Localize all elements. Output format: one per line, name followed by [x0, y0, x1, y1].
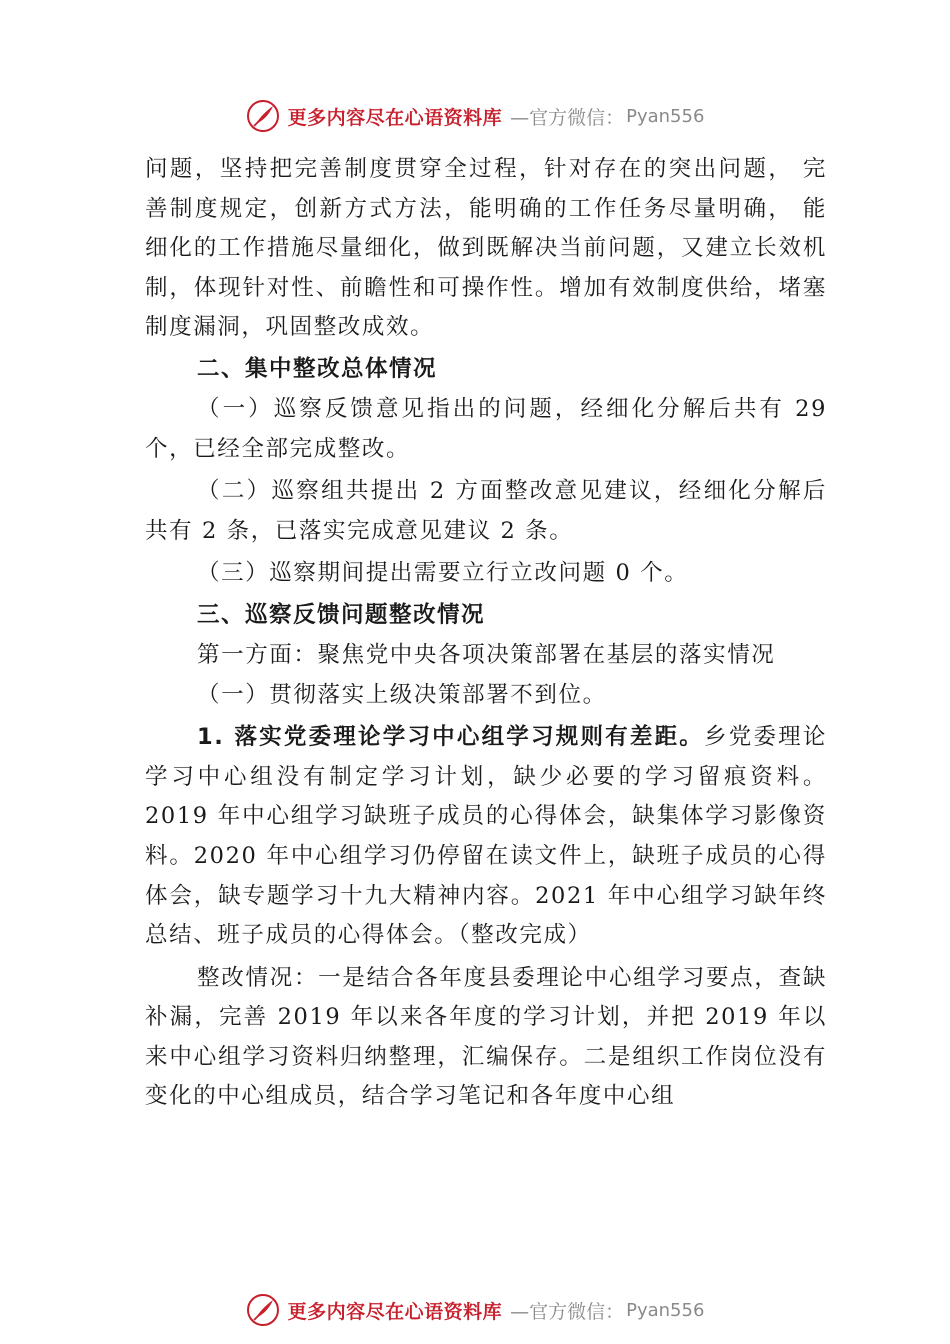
section-heading-3: 三、巡察反馈问题整改情况: [197, 601, 486, 628]
watermark-header: [0, 96, 950, 136]
document-body: [145, 150, 827, 1117]
watermark-brand: 更多内容尽在心语资料库: [287, 106, 503, 129]
watermark-label: —官方微信：: [510, 106, 625, 129]
rectification-paragraph: 整改情况：一是结合各年度县委理论中心组学习要点，查缺补漏，完善 2019 年以来各年度的学习计划，并把 2019 年以来中心组学习资料归纳整理，汇编保存。二是组织工作岗位没有变化的中心组成员，结合学习笔记和各年度中心组: [145, 964, 827, 1110]
watermark-brand: 更多内容尽在心语资料库: [287, 1300, 503, 1323]
watermark-handle: Pyan556: [626, 105, 705, 127]
quill-pen-logo-icon: [246, 1293, 280, 1327]
paragraph-continued: 问题，坚持把完善制度贯穿全过程，针对存在的突出问题， 完善制度规定，创新方式方法，能明确的工作任务尽量明确， 能细化的工作措施尽量细化，做到既解决当前问题，又建立长效机制，体现针对性、前瞻性和可操作性。增加有效制度供给，堵塞制度漏洞，巩固整改成效。: [145, 156, 827, 341]
point-1-title: 1. 落实党委理论学习中心组学习规则有差距。: [197, 724, 705, 751]
watermark-handle: Pyan556: [626, 1299, 705, 1321]
aspect-heading: 第一方面：聚焦党中央各项决策部署在基层的落实情况: [197, 641, 776, 668]
item-1: （一）巡察反馈意见指出的问题，经细化分解后共有 29 个，已经全部完成整改。: [145, 395, 827, 462]
point-1-body: 乡党委理论学习中心组没有制定学习计划，缺少必要的学习留痕资料。2019 年中心组学习缺班子成员的心得体会，缺集体学习影像资料。2020 年中心组学习仍停留在读文件上，缺班子成员的心得体会，缺专题学习十九大精神内容。2021 年中心组学习缺年终总结、班子成员的心得体会。（整改完成）: [145, 724, 827, 949]
watermark-label: —官方微信：: [510, 1300, 625, 1323]
point-1: [145, 718, 827, 956]
section-heading-2: 二、集中整改总体情况: [197, 355, 438, 382]
item-2: （二）巡察组共提出 2 方面整改意见建议，经细化分解后共有 2 条，已落实完成意见建议 2 条。: [145, 478, 827, 544]
item-3: （三）巡察期间提出需要立行立改问题 0 个。: [197, 560, 689, 587]
watermark-footer: [0, 1290, 950, 1330]
quill-pen-logo-icon: [246, 99, 280, 133]
sub-heading: （一）贯彻落实上级决策部署不到位。: [197, 681, 607, 708]
